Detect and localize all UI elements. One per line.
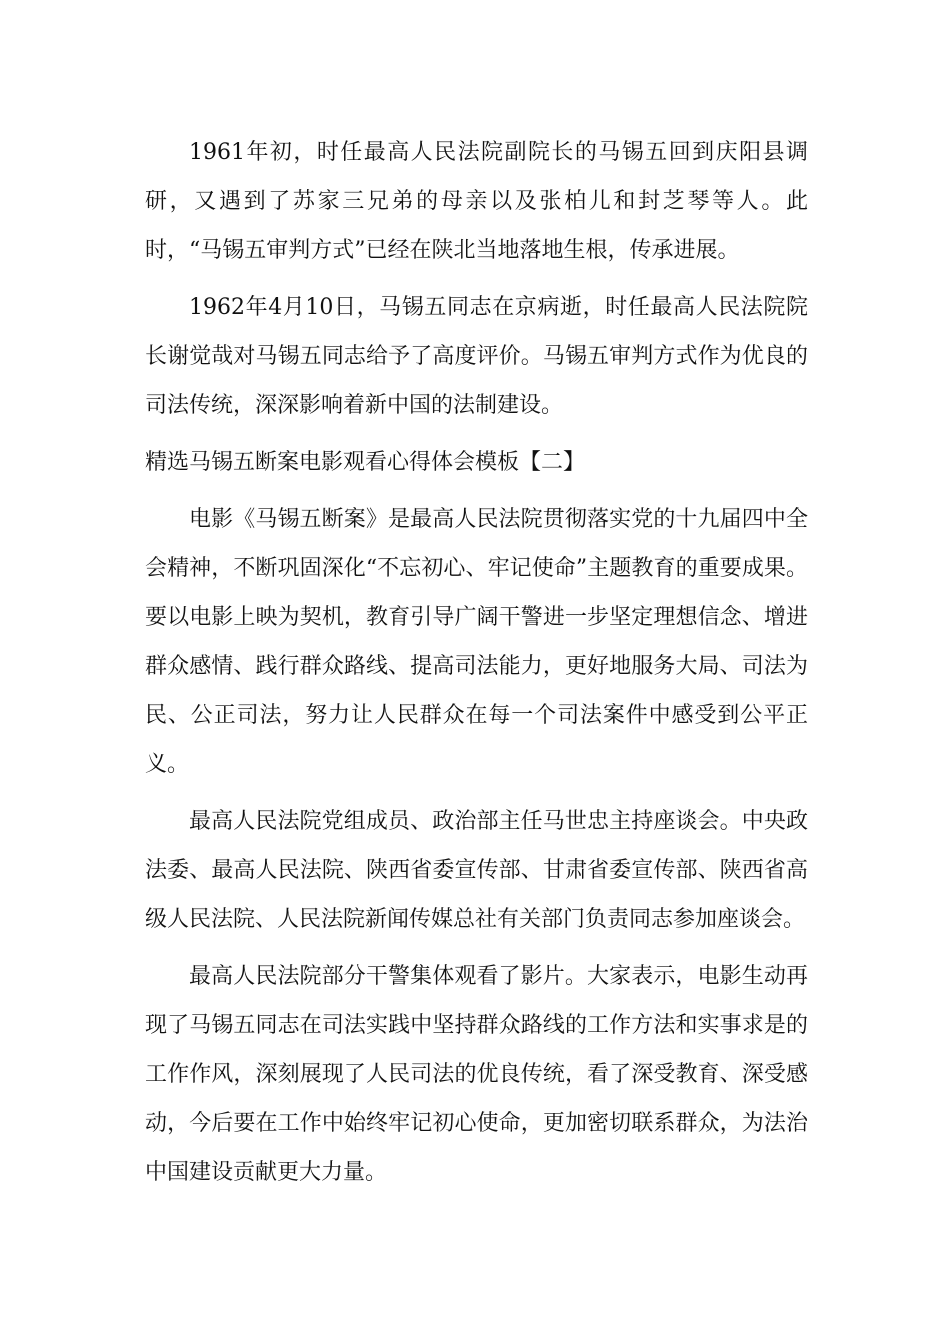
paragraph-seminar: 最高人民法院党组成员、政治部主任马世忠主持座谈会。中央政法委、最高人民法院、陕西省委宣传部、甘肃省委宣传部、陕西省高级人民法院、人民法院新闻传媒总社有关部门负责同志参加座谈会。 <box>145 809 808 932</box>
section-heading: 精选马锡五断案电影观看心得体会模板【二】 <box>145 450 586 475</box>
document-body <box>145 128 808 1205</box>
paragraph-1961: 1961年初，时任最高人民法院副院长的马锡五回到庆阳县调研，又遇到了苏家三兄弟的母亲以及张柏儿和封芝琴等人。此时，“马锡五审判方式”已经在陕北当地落地生根，传承进展。 <box>145 140 808 263</box>
paragraph-1962: 1962年4月10日，马锡五同志在京病逝，时任最高人民法院院长谢觉哉对马锡五同志给予了高度评价。马锡五审判方式作为优良的司法传统，深深影响着新中国的法制建设。 <box>145 295 808 418</box>
paragraph-movie-intro: 电影《马锡五断案》是最高人民法院贯彻落实党的十九届四中全会精神，不断巩固深化“不忘初心、牢记使命”主题教育的重要成果。要以电影上映为契机，教育引导广阔干警进一步坚定理想信念、增进群众感情、践行群众路线、提高司法能力，更好地服务大局、司法为民、公正司法，努力让人民群众在每一个司法案件中感受到公平正义。 <box>145 507 808 777</box>
paragraph-staff-viewing: 最高人民法院部分干警集体观看了影片。大家表示，电影生动再现了马锡五同志在司法实践中坚持群众路线的工作方法和实事求是的工作作风，深刻展现了人民司法的优良传统，看了深受教育、深受感动，今后要在工作中始终牢记初心使命，更加密切联系群众，为法治中国建设贡献更大力量。 <box>145 964 808 1185</box>
